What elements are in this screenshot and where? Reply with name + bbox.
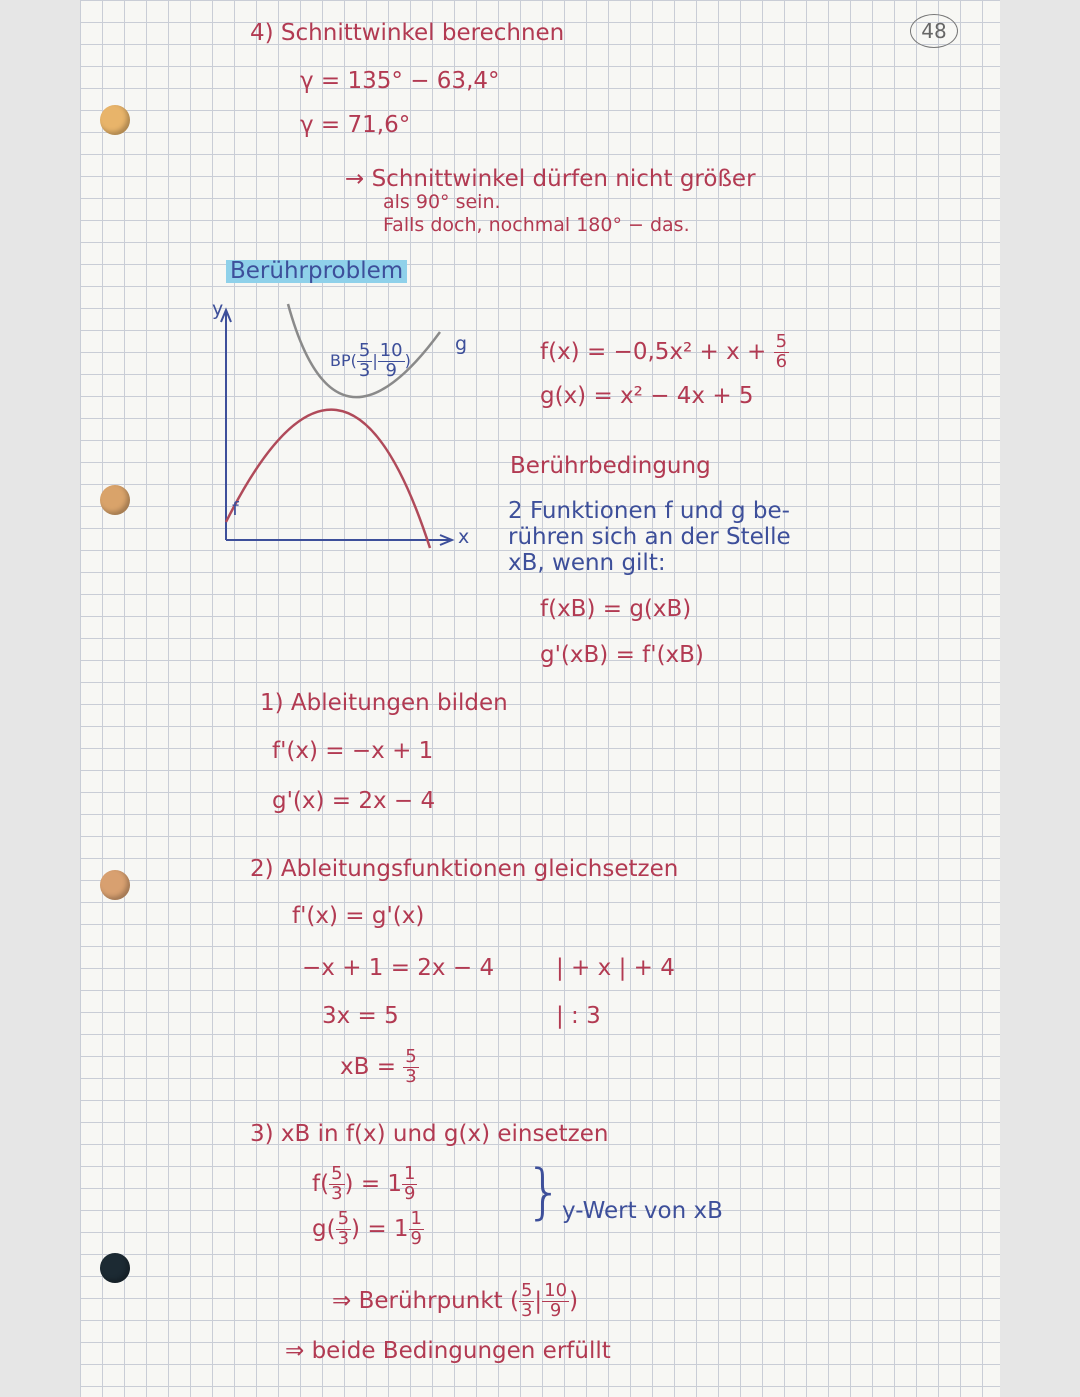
section-heading-schnittwinkel: 4) Schnittwinkel berechnen <box>250 20 565 46</box>
derivative-line: f'(x) = −x + 1 <box>272 738 434 764</box>
equation-line: γ = 135° − 63,4° <box>300 68 500 94</box>
equation-line: −x + 1 = 2x − 4 <box>302 955 495 981</box>
punch-hole <box>100 870 130 900</box>
equation-line: γ = 71,6° <box>300 112 411 138</box>
final-conclusion: ⇒ beide Bedingungen erfüllt <box>285 1338 611 1364</box>
punch-hole <box>100 485 130 515</box>
equation-operation: | + x | + 4 <box>556 955 675 981</box>
curve-g-label: g <box>455 333 468 355</box>
punch-hole <box>100 1253 130 1283</box>
function-g-definition: g(x) = x² − 4x + 5 <box>540 383 754 409</box>
function-graph <box>200 290 500 560</box>
punch-hole <box>100 105 130 135</box>
curve-f <box>226 410 430 548</box>
condition-equation: f(xB) = g(xB) <box>540 596 692 622</box>
note-line: als 90° sein. <box>383 191 501 213</box>
function-f-definition: f(x) = −0,5x² + x + $\frac{5}{6}$ <box>540 331 788 372</box>
condition-line: rühren sich an der Stelle <box>508 524 791 550</box>
page-number: 48 <box>910 14 958 48</box>
x-axis-label: x <box>458 526 470 548</box>
step3-heading: 3) xB in f(x) und g(x) einsetzen <box>250 1121 609 1147</box>
note-line: → Schnittwinkel dürfen nicht größer <box>345 166 756 192</box>
equation-operation: | : 3 <box>556 1003 601 1029</box>
step1-heading: 1) Ableitungen bilden <box>260 690 508 716</box>
condition-line: 2 Funktionen f und g be- <box>508 498 790 524</box>
evaluation-g: g( $\frac{5}{3}$ ) = 1 $\frac{1}{9}$ <box>312 1208 422 1249</box>
derivative-line: g'(x) = 2x − 4 <box>272 788 436 814</box>
equation-line: 3x = 5 <box>322 1003 399 1029</box>
solution-xb: xB = $\frac{5}{3}$ <box>340 1046 417 1087</box>
note-line: Falls doch, nochmal 180° − das. <box>383 214 690 236</box>
condition-line: xB, wenn gilt: <box>508 550 666 576</box>
y-axis-label: y <box>212 298 224 320</box>
beruehrpunkt-result: ⇒ Berührpunkt ( $\frac{5}{3}$ | $\frac{10}{9}$ ) <box>332 1280 579 1321</box>
condition-title: Berührbedingung <box>510 453 711 479</box>
equation-line: f'(x) = g'(x) <box>292 903 425 929</box>
evaluation-f: f( $\frac{5}{3}$ ) = 1 $\frac{1}{9}$ <box>312 1163 416 1204</box>
y-value-note: y-Wert von xB <box>562 1198 723 1224</box>
curve-f-label: f <box>232 498 239 520</box>
curly-brace: } <box>525 1157 564 1227</box>
section-title-beruehrproblem: Berührproblem <box>226 260 407 283</box>
step2-heading: 2) Ableitungsfunktionen gleichsetzen <box>250 856 679 882</box>
condition-equation: g'(xB) = f'(xB) <box>540 642 704 668</box>
beruehrpunkt-label: BP( $\frac{5}{3}$ | $\frac{10}{9}$ ) <box>330 340 411 381</box>
